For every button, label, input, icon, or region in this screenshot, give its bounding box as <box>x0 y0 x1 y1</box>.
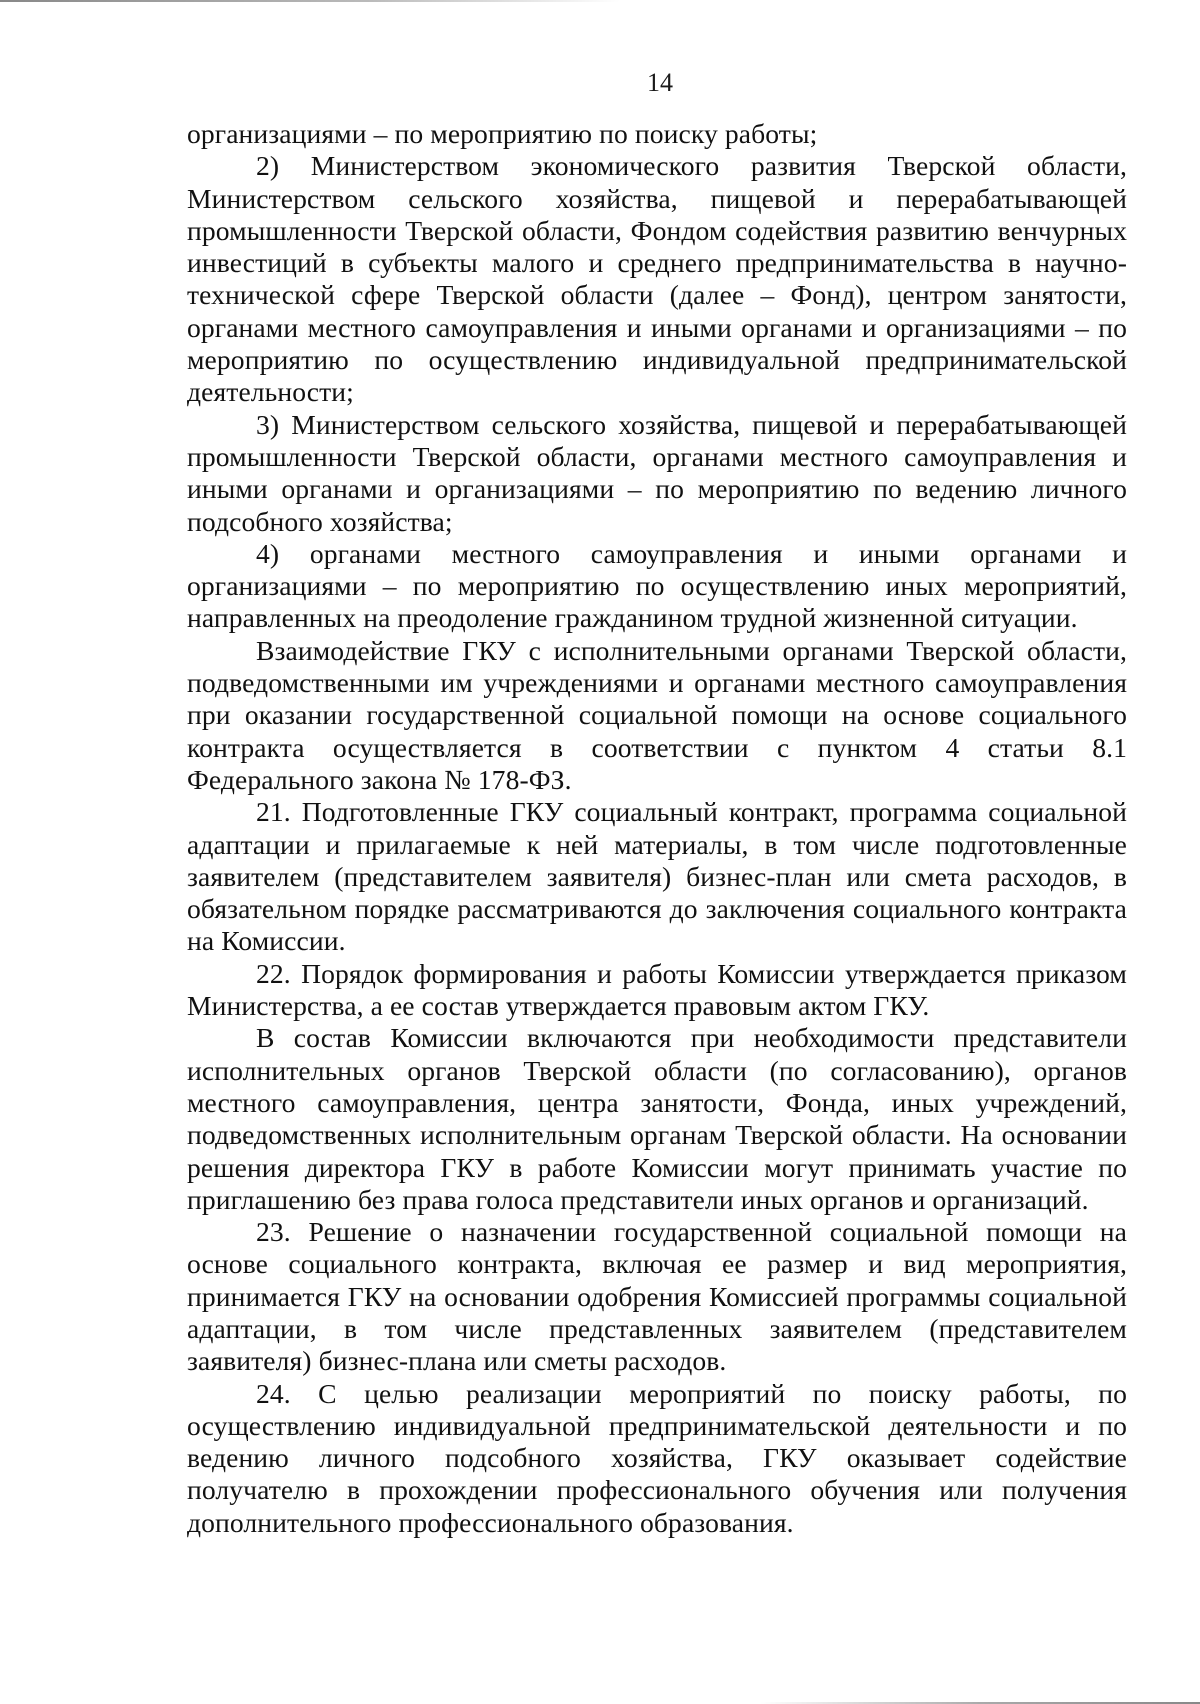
paragraph-clause-22: 22. Порядок формирования и работы Комиссии утверждается приказом Министерства, а ее состав утверждается правовым актом ГКУ. <box>187 957 1127 1022</box>
paragraph-item-3: 3) Министерством сельского хозяйства, пищевой и перерабатывающей промышленности Тверской области, органами местного самоуправления и иными органами и организациями – по мероприятию по ведению личного подсобного хозяйства; <box>187 408 1127 537</box>
paragraph-item-2: 2) Министерством экономического развития Тверской области, Министерством сельского хозяйства, пищевой и перерабатывающей промышленности Тверской области, Фондом содействия развитию венчурных инвестиций в субъекты малого и среднего предпринимательства в научно-технической сфере Тверской области (далее – Фонд), центром занятости, органами местного самоуправления и иными органами и организациями – по мероприятию по осуществлению индивидуальной предпринимательской деятельности; <box>187 150 1127 408</box>
paragraph-interaction: Взаимодействие ГКУ с исполнительными органами Тверской области, подведомственными им учреждениями и органами местного самоуправления при оказании государственной социальной помощи на основе социального контракта осуществляется в соответствии с пунктом 4 статьи 8.1 Федерального закона № 178-ФЗ. <box>187 634 1127 795</box>
paragraph-commission-composition: В состав Комиссии включаются при необходимости представители исполнительных органов Тверской области (по согласованию), органов местного самоуправления, центра занятости, Фонда, иных учреждений, подведомственных исполнительным органам Тверской области. На основании решения директора ГКУ в работе Комиссии могут принимать участие по приглашению без права голоса представители иных органов и организаций. <box>187 1022 1127 1215</box>
paragraph-clause-21: 21. Подготовленные ГКУ социальный контракт, программа социальной адаптации и прилагаемые к ней материалы, в том числе подготовленные заявителем (представителем заявителя) бизнес-план или смета расходов, в обязательном порядке рассматриваются до заключения социального контракта на Комиссии. <box>187 796 1127 957</box>
paragraph-item-4: 4) органами местного самоуправления и иными органами и организациями – по мероприятию по осуществлению иных мероприятий, направленных на преодоление гражданином трудной жизненной ситуации. <box>187 537 1127 634</box>
paragraph-clause-24: 24. С целью реализации мероприятий по поиску работы, по осуществлению индивидуальной предпринимательской деятельности и по ведению личного подсобного хозяйства, ГКУ оказывает содействие получателю в прохождении профессионального обучения или получения дополнительного профессионального образования. <box>187 1377 1127 1538</box>
paragraph-clause-23: 23. Решение о назначении государственной социальной помощи на основе социального контракта, включая ее размер и вид мероприятия, принимается ГКУ на основании одобрения Комиссией программы социальной адаптации, в том числе представленных заявителем (представителем заявителя) бизнес-плана или сметы расходов. <box>187 1216 1127 1377</box>
page-number: 14 <box>647 68 673 97</box>
paragraph-continuation: организациями – по мероприятию по поиску работы; <box>187 118 818 149</box>
document-body <box>187 118 1127 1539</box>
scan-artifact-top <box>0 0 620 2</box>
